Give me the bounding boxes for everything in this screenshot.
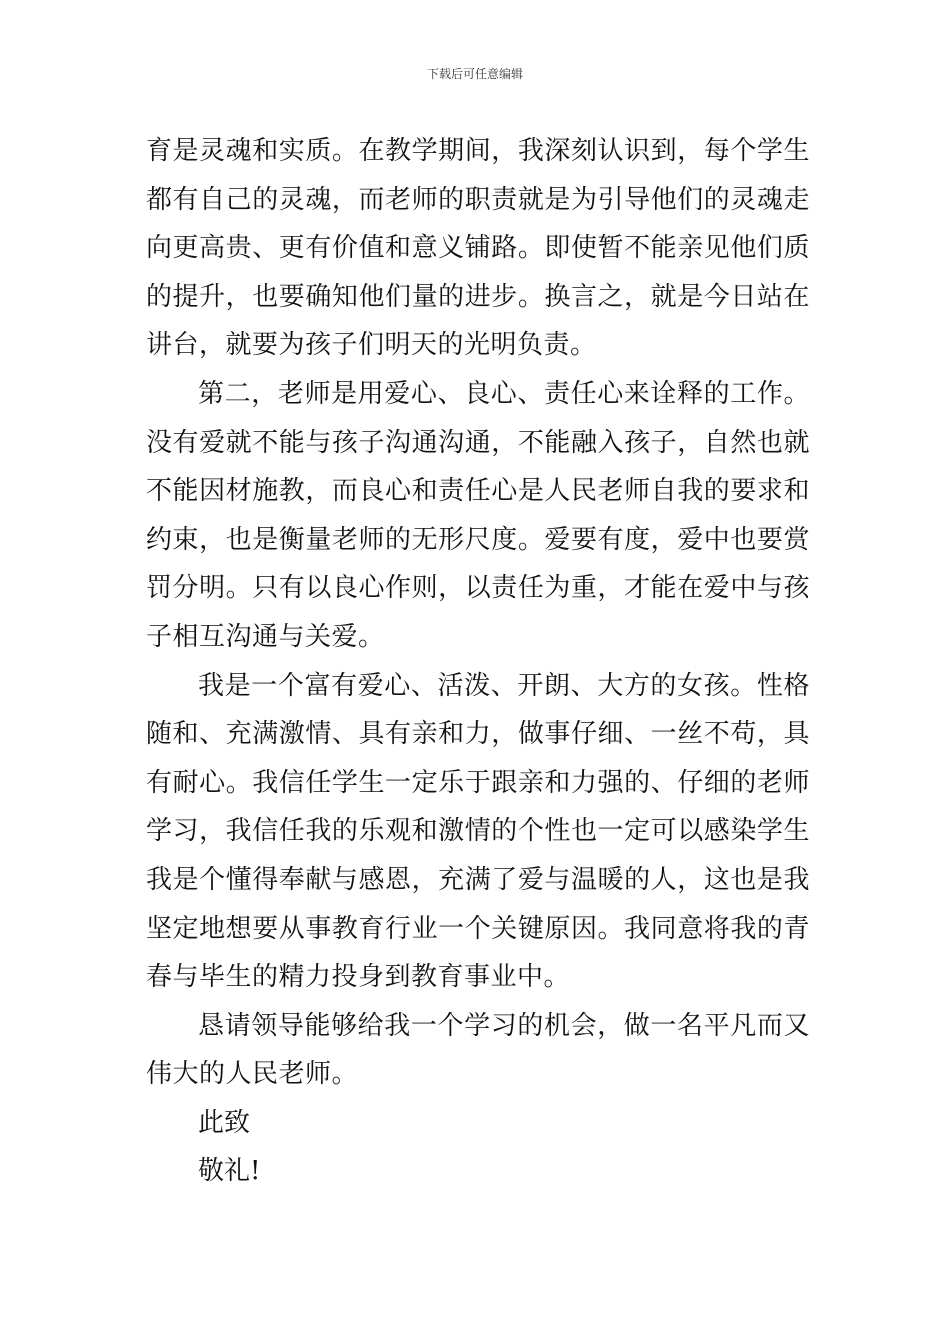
paragraph-self-introduction: 我是一个富有爱心、活泼、开朗、大方的女孩。性格随和、充满激情、具有亲和力，做事仔细、一丝不苟，具有耐心。我信任学生一定乐于跟亲和力强的、仔细的老师学习，我信任我的乐观和激情的个性也一定可以感染学生我是个懂得奉献与感恩，充满了爱与温暖的人，这也是我坚定地想要从事教育行业一个关键原因。我同意将我的青春与毕生的精力投身到教育事业中。 [146,670,810,993]
closing-regards: 敬礼! [198,1156,261,1187]
paragraph-request: 恳请领导能够给我一个学习的机会，做一名平凡而又伟大的人民老师。 [146,1010,810,1090]
paragraph-continuation: 育是灵魂和实质。在教学期间，我深刻认识到，每个学生都有自己的灵魂，而老师的职责就是为引导他们的灵魂走向更高贵、更有价值和意义铺路。即使暂不能亲见他们质的提升，也要确知他们量的进步。换言之，就是今日站在讲台，就要为孩子们明天的光明负责。 [146,136,810,361]
paragraph-second-point: 第二，老师是用爱心、良心、责任心来诠释的工作。没有爱就不能与孩子沟通沟通，不能融入孩子，自然也就不能因材施教，而良心和责任心是人民老师自我的要求和约束，也是衡量老师的无形尺度。爱要有度，爱中也要赏罚分明。只有以良心作则，以责任为重，才能在爱中与孩子相互沟通与关爱。 [146,378,810,652]
document-body [146,127,810,1196]
page-header-note: 下载后可任意编辑 [426,67,523,81]
closing-salutation: 此致 [198,1107,251,1138]
